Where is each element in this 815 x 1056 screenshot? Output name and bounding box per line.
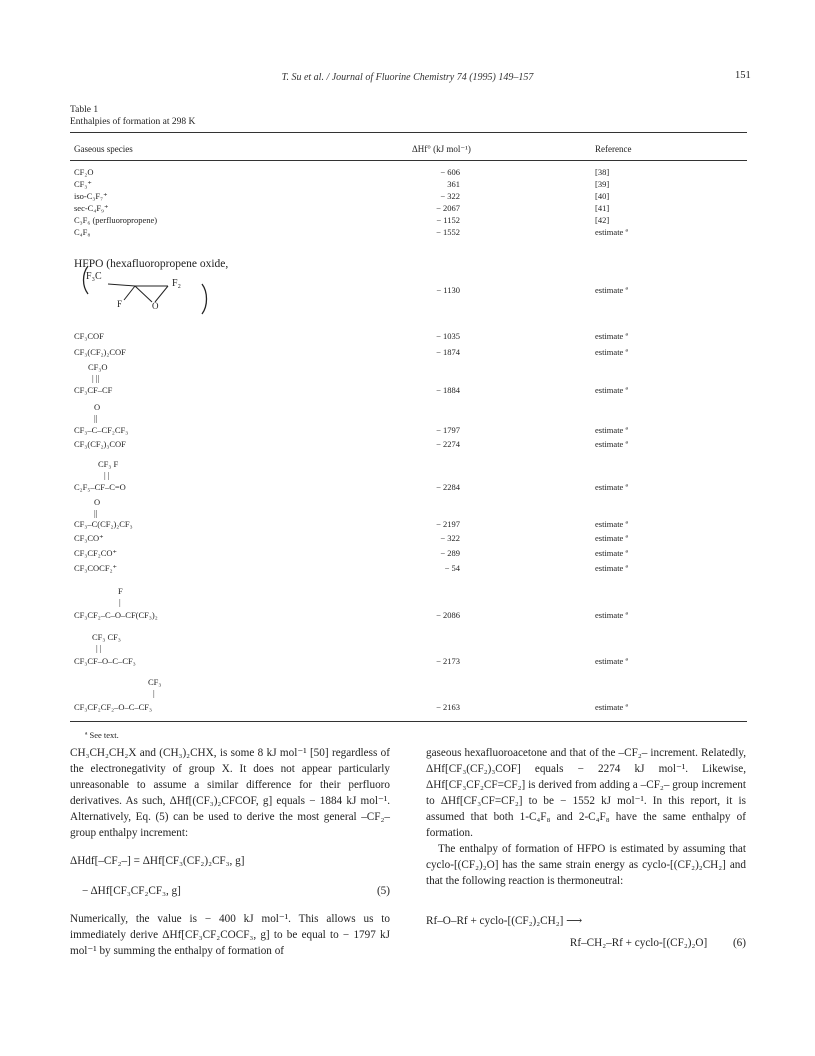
- equation-5-line1: ΔHdf[–CF₂–] = ΔHf[CF₃(CF₂)₂CF₃, g]: [70, 855, 245, 867]
- struct-bond: |: [153, 688, 155, 698]
- table-row: [0, 214, 815, 226]
- table-row: [0, 481, 815, 493]
- reference-cell: estimate ª: [595, 347, 628, 357]
- species-cell: CF₃COF: [74, 331, 104, 341]
- paragraph: The enthalpy of formation of HFPO is estimated by assuming that cyclo-[(CF₂)₂O] has the same strain energy as cyclo-[(CF₂)₂CH₂] and that the following reaction is thermoneutral:: [426, 843, 746, 887]
- struct-bond: |: [119, 597, 121, 607]
- reference-cell: [39]: [595, 179, 610, 189]
- hfpo-species-label: HFPO (hexafluoropropene oxide,: [74, 258, 229, 270]
- enthalpy-cell: − 1884: [436, 385, 460, 395]
- struct-substituent: CF₃ F: [98, 459, 119, 469]
- table-caption: Enthalpies of formation at 298 K: [70, 117, 196, 127]
- table-row: [0, 562, 815, 574]
- enthalpy-cell: − 1874: [436, 347, 460, 357]
- enthalpy-cell: − 2173: [436, 656, 460, 666]
- species-cell: CF₃(CF₂)₃COF: [74, 439, 126, 449]
- table-row: [0, 609, 815, 621]
- struct-bond: ||: [94, 413, 98, 423]
- reference-cell: [38]: [595, 167, 610, 177]
- equation-6-rhs: Rf–CH₂–Rf + cyclo-[(CF₂)₂O]: [569, 937, 708, 949]
- enthalpy-cell: − 606: [440, 167, 460, 177]
- reference-cell: estimate ª: [595, 548, 628, 558]
- reference-cell: estimate ª: [595, 563, 628, 573]
- enthalpy-cell: − 2284: [436, 482, 460, 492]
- enthalpy-cell: − 2086: [436, 610, 460, 620]
- equation-6-line2: [426, 935, 746, 951]
- enthalpy-cell: − 1130: [436, 285, 460, 295]
- table-row: [0, 226, 815, 238]
- reference-cell: [42]: [595, 215, 610, 225]
- paragraph: CH₃CH₂CH₂X and (CH₃)₂CHX, is some 8 kJ mol⁻¹ [50] regardless of the electronegativity of group X. It does not appear particularly unreasonable to assume a similar difference for their perfluoro derivatives. As such, ΔHf[(CF₃)₂CFCOF, g] equals − 1884 kJ mol⁻¹. Alternatively, Eq. (5) can be used to derive the most general –CF₂– group enthalpy increment:: [70, 747, 390, 839]
- reference-cell: [41]: [595, 203, 610, 213]
- species-cell: CF₃–C–CF₂CF₃: [74, 425, 129, 435]
- reference-cell: estimate ª: [595, 533, 628, 543]
- reference-cell: [40]: [595, 191, 610, 201]
- running-header: T. Su et al. / Journal of Fluorine Chemistry 74 (1995) 149–157: [281, 72, 534, 83]
- species-cell: C₃F₆ (perfluoropropene): [74, 215, 158, 225]
- enthalpy-cell: − 2197: [436, 519, 460, 529]
- species-cell: CF₃⁺: [74, 179, 92, 189]
- species-cell: iso-C₃F₇⁺: [74, 191, 108, 201]
- reference-cell: estimate ª: [595, 385, 628, 395]
- table-row: [0, 438, 815, 450]
- species-cell: C₂F₅–CF–C=O: [74, 482, 126, 492]
- table-label: Table 1: [70, 105, 99, 115]
- hfpo-o-label: O: [152, 301, 159, 311]
- reference-cell: estimate ª: [595, 656, 628, 666]
- struct-substituent: CF₃O: [88, 362, 108, 372]
- page-number: 151: [735, 70, 751, 81]
- table-bottom-rule: [70, 721, 747, 722]
- hfpo-f3c-label: F₃C: [86, 271, 102, 282]
- enthalpy-cell: − 289: [440, 548, 460, 558]
- struct-substituent: F: [118, 586, 123, 596]
- struct-substituent: CF₃: [148, 677, 162, 687]
- species-cell: CF₃CF–O–C–CF₃: [74, 656, 136, 666]
- enthalpy-cell: − 1035: [436, 331, 460, 341]
- species-cell: CF₃–C(CF₂)₂CF₃: [74, 519, 133, 529]
- table-row: [0, 547, 815, 559]
- species-cell: CF₃CF₂CF₂–O–C–CF₃: [74, 702, 152, 712]
- col-header-reference: Reference: [595, 144, 632, 154]
- paragraph: Numerically, the value is − 400 kJ mol⁻¹. This allows us to immediately derive ΔHf[CF₃CF₂COCF₃, g] to be equal to − 1797 kJ mol⁻¹ by summing the enthalpy of formation of: [70, 913, 390, 957]
- reference-cell: estimate ª: [595, 425, 628, 435]
- struct-bond: | |: [104, 470, 110, 480]
- table-row: [0, 202, 815, 214]
- struct-substituent: O: [94, 402, 101, 412]
- enthalpy-cell: − 2067: [436, 203, 460, 213]
- species-cell: C₄F₈: [74, 227, 91, 237]
- struct-bond: ||: [94, 508, 98, 518]
- equation-6-number: (6): [732, 937, 746, 949]
- table-row: [0, 330, 815, 342]
- equation-5-rhs: − ΔHf[CF₃CF₂CF₃, g]: [82, 885, 181, 897]
- reference-cell: estimate ª: [595, 482, 628, 492]
- reference-cell: estimate ª: [595, 610, 628, 620]
- table-footnote: ª See text.: [85, 730, 119, 740]
- table-row: [0, 190, 815, 202]
- col-header-enthalpy: ΔHf° (kJ mol⁻¹): [412, 144, 471, 154]
- equation-5-line2: [70, 883, 390, 899]
- struct-substituent: CF₃ CF₃: [92, 632, 121, 642]
- reference-cell: estimate ª: [595, 519, 628, 529]
- paragraph: gaseous hexafluoroacetone and that of the –CF₂– increment. Relatedly, ΔHf[CF₃(CF₂)₃COF] equals − 2274 kJ mol⁻¹. Likewise, ΔHf[CF₃CF₂CF=CF₂] is derived from adding a –CF₂– group increment to ΔHf[CF₃CF=CF₂] to be − 1552 kJ mol⁻¹. In this report, it is assumed that both 1-C₄F₈ and 2-C₄F₈ have the same enthalpy of formation.: [426, 747, 746, 839]
- reference-cell: estimate ª: [595, 285, 628, 295]
- enthalpy-cell: − 322: [440, 533, 460, 543]
- reference-cell: estimate ª: [595, 702, 628, 712]
- enthalpy-cell: − 1797: [436, 425, 460, 435]
- species-cell: CF₃COCF₂⁺: [74, 563, 118, 573]
- equation-6-line1: Rf–O–Rf + cyclo-[(CF₂)₂CH₂] ⟶: [426, 915, 583, 927]
- struct-substituent: O: [94, 497, 101, 507]
- enthalpy-cell: 361: [447, 179, 460, 189]
- table-row: [0, 166, 815, 178]
- table-row: [0, 346, 815, 358]
- col-header-species: Gaseous species: [74, 144, 133, 154]
- hfpo-f-label: F: [117, 299, 123, 309]
- ring-bond: [124, 286, 135, 300]
- table-row: [0, 178, 815, 190]
- species-cell: CF₃CF₂–C–O–CF(CF₃)₂: [74, 610, 158, 620]
- table-row: [0, 424, 815, 436]
- ring-bond: [155, 286, 168, 302]
- ring-bond: [108, 284, 135, 286]
- table-row: [0, 655, 815, 667]
- table-row: [0, 701, 815, 713]
- ring-bond: [135, 286, 152, 302]
- struct-bond: | |: [96, 643, 102, 653]
- species-cell: sec-C₄F₉⁺: [74, 203, 109, 213]
- enthalpy-cell: − 54: [444, 563, 460, 573]
- enthalpy-cell: − 2163: [436, 702, 460, 712]
- table-row: [0, 384, 815, 396]
- species-cell: CF₃CF₂CO⁺: [74, 548, 118, 558]
- body-right-column: [426, 745, 746, 951]
- reference-cell: estimate ª: [595, 227, 628, 237]
- body-left-column: [70, 745, 390, 959]
- table-row: [0, 532, 815, 544]
- enthalpy-cell: − 1552: [436, 227, 460, 237]
- table-header-rule: [70, 160, 747, 161]
- species-cell: CF₃CF–CF: [74, 385, 113, 395]
- enthalpy-cell: − 2274: [436, 439, 460, 449]
- table-row: [0, 518, 815, 530]
- species-cell: CF₃(CF₂)₂COF: [74, 347, 126, 357]
- reference-cell: estimate ª: [595, 331, 628, 341]
- open-paren-glyph: [84, 266, 89, 294]
- species-cell: CF₂O: [74, 167, 94, 177]
- hfpo-epoxide-structure: [80, 264, 210, 320]
- struct-bond: | ||: [92, 373, 100, 383]
- reference-cell: estimate ª: [595, 439, 628, 449]
- enthalpy-cell: − 322: [440, 191, 460, 201]
- hfpo-f2-label: F₂: [172, 278, 182, 289]
- species-cell: CF₃CO⁺: [74, 533, 104, 543]
- equation-5-number: (5): [376, 885, 390, 897]
- table-top-rule: [70, 132, 747, 133]
- enthalpy-cell: − 1152: [436, 215, 460, 225]
- close-paren-glyph: [202, 284, 207, 314]
